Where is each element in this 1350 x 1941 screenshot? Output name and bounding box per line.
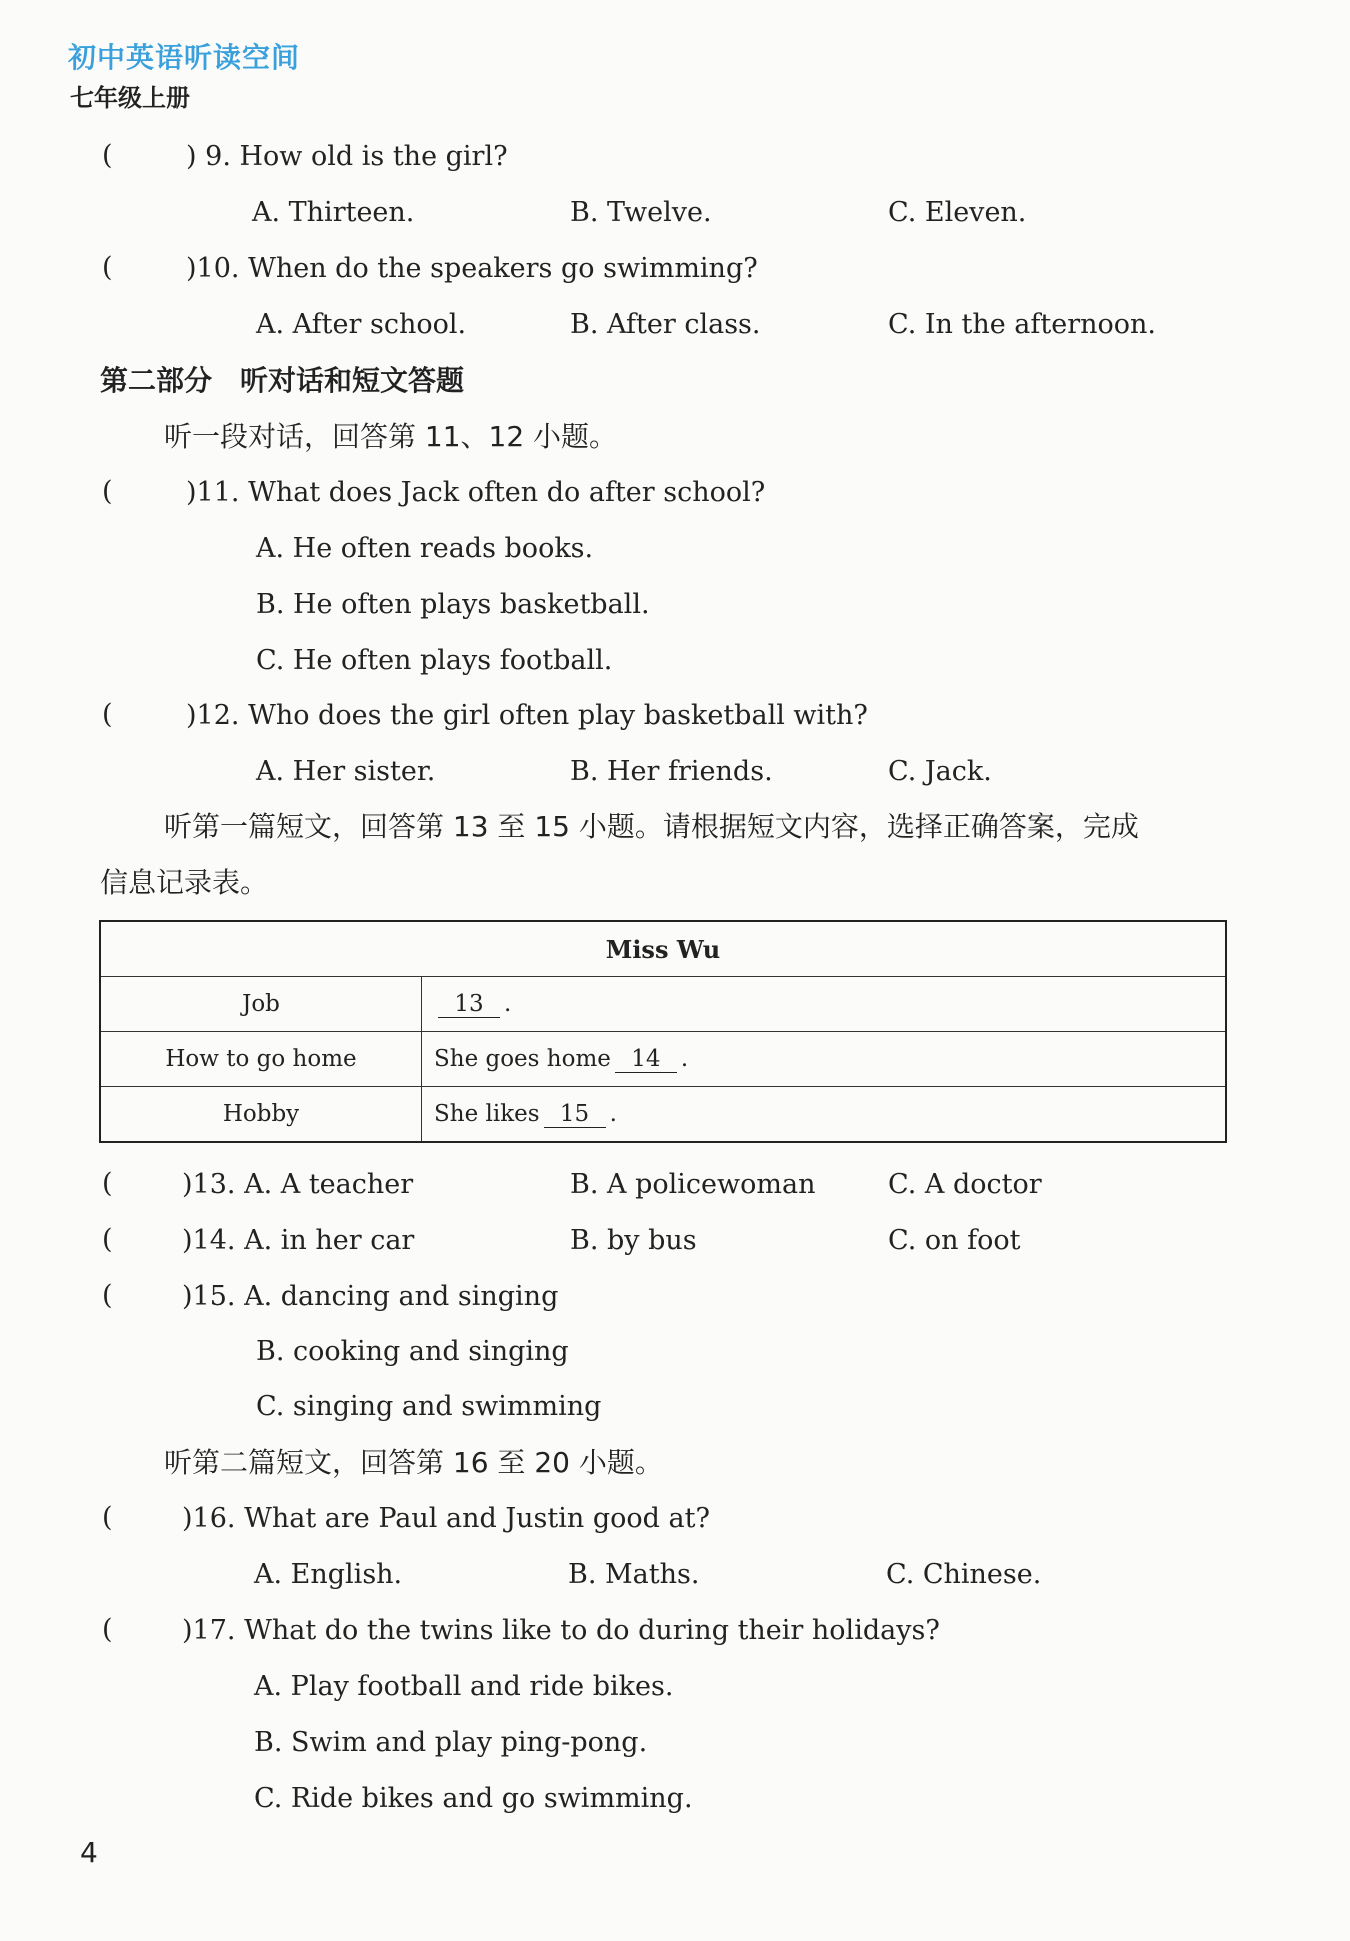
question-16: )16. What are Paul and Justin good at? bbox=[182, 1503, 710, 1534]
option-a: A. Play football and ride bikes. bbox=[254, 1671, 674, 1702]
question-14: )14. A. in her car bbox=[182, 1225, 415, 1256]
answer-blank[interactable]: 14 bbox=[615, 1046, 677, 1073]
answer-paren-open: ( bbox=[102, 1168, 113, 1199]
option-c: C. Eleven. bbox=[888, 197, 1027, 228]
option-b: B. by bus bbox=[570, 1225, 697, 1256]
option-b: B. Maths. bbox=[568, 1559, 700, 1590]
question-stem: Who does the girl often play basketball with? bbox=[248, 700, 868, 731]
table-title: Miss Wu bbox=[100, 921, 1226, 977]
question-number: 12 bbox=[196, 700, 231, 731]
question-number: 17 bbox=[192, 1615, 227, 1646]
option-a: A. dancing and singing bbox=[244, 1281, 559, 1312]
row-label: Hobby bbox=[100, 1087, 422, 1143]
instruction-passage-1-cont: 信息记录表。 bbox=[100, 866, 269, 899]
option-b: B. Swim and play ping-pong. bbox=[254, 1727, 648, 1758]
option-c: C. on foot bbox=[888, 1225, 1021, 1256]
option-c: C. A doctor bbox=[888, 1169, 1042, 1200]
option-b: B. A policewoman bbox=[570, 1169, 816, 1200]
grade-title: 七年级上册 bbox=[70, 84, 190, 112]
question-stem: How old is the girl? bbox=[239, 141, 508, 172]
option-c: C. Ride bikes and go swimming. bbox=[254, 1783, 693, 1814]
row-label: How to go home bbox=[100, 1032, 422, 1087]
row-value: She goes home 14 . bbox=[422, 1032, 1227, 1087]
question-stem: What are Paul and Justin good at? bbox=[244, 1503, 710, 1534]
option-a: A. Her sister. bbox=[256, 756, 436, 787]
option-b: B. Twelve. bbox=[570, 197, 712, 228]
instruction-passage-2: 听第二篇短文，回答第 16 至 20 小题。 bbox=[164, 1446, 663, 1479]
question-11: )11. What does Jack often do after school? bbox=[186, 477, 766, 508]
option-a: A. in her car bbox=[244, 1225, 415, 1256]
option-a: A. English. bbox=[254, 1559, 403, 1590]
question-number: 11 bbox=[196, 477, 231, 508]
question-number: 13 bbox=[192, 1169, 227, 1200]
question-number: 14 bbox=[192, 1225, 227, 1256]
question-15: )15. A. dancing and singing bbox=[182, 1281, 559, 1312]
option-b: B. cooking and singing bbox=[256, 1336, 569, 1367]
option-c: C. Chinese. bbox=[886, 1559, 1042, 1590]
option-c: C. singing and swimming bbox=[256, 1391, 602, 1422]
option-a: A. Thirteen. bbox=[252, 197, 415, 228]
row-label: Job bbox=[100, 977, 422, 1032]
question-13: )13. A. A teacher bbox=[182, 1169, 414, 1200]
page-number: 4 bbox=[80, 1836, 98, 1869]
table-row bbox=[100, 977, 1226, 1032]
answer-blank[interactable]: 15 bbox=[544, 1101, 606, 1128]
question-17: )17. What do the twins like to do during their holidays? bbox=[182, 1615, 940, 1646]
question-stem: What does Jack often do after school? bbox=[248, 477, 766, 508]
row-value: 13 . bbox=[422, 977, 1227, 1032]
question-9: ) 9. How old is the girl? bbox=[186, 141, 508, 172]
option-c: C. He often plays football. bbox=[256, 645, 613, 676]
question-number: 15 bbox=[192, 1281, 227, 1312]
answer-paren-open: ( bbox=[102, 699, 113, 730]
question-stem: When do the speakers go swimming? bbox=[248, 253, 758, 284]
instruction-passage-1: 听第一篇短文，回答第 13 至 15 小题。请根据短文内容，选择正确答案，完成 bbox=[164, 810, 1139, 843]
answer-paren-open: ( bbox=[102, 1502, 113, 1533]
question-number: 9 bbox=[205, 141, 223, 172]
answer-paren-open: ( bbox=[102, 1614, 113, 1645]
option-b: B. After class. bbox=[570, 309, 761, 340]
answer-paren-open: ( bbox=[102, 1280, 113, 1311]
table-row bbox=[100, 1087, 1226, 1143]
series-title: 初中英语听读空间 bbox=[68, 41, 301, 74]
question-10: )10. When do the speakers go swimming? bbox=[186, 253, 758, 284]
question-number: 10 bbox=[196, 253, 231, 284]
question-stem: What do the twins like to do during their holidays? bbox=[244, 1615, 940, 1646]
info-record-table bbox=[99, 920, 1227, 1143]
row-value: She likes 15 . bbox=[422, 1087, 1227, 1143]
answer-paren-open: ( bbox=[102, 1224, 113, 1255]
option-b: B. Her friends. bbox=[570, 756, 773, 787]
section-heading: 第二部分 听对话和短文答题 bbox=[100, 364, 465, 397]
question-12: )12. Who does the girl often play basketball with? bbox=[186, 700, 868, 731]
option-a: A. He often reads books. bbox=[256, 533, 594, 564]
option-a: A. After school. bbox=[256, 309, 467, 340]
option-c: C. Jack. bbox=[888, 756, 992, 787]
answer-blank[interactable]: 13 bbox=[438, 991, 500, 1018]
answer-paren-open: ( bbox=[102, 140, 113, 171]
option-c: C. In the afternoon. bbox=[888, 309, 1156, 340]
answer-paren-open: ( bbox=[102, 476, 113, 507]
answer-paren-open: ( bbox=[102, 252, 113, 283]
question-number: 16 bbox=[192, 1503, 227, 1534]
instruction-dialogue: 听一段对话，回答第 11、12 小题。 bbox=[164, 420, 618, 453]
option-b: B. He often plays basketball. bbox=[256, 589, 650, 620]
option-a: A. A teacher bbox=[244, 1169, 414, 1200]
table-row bbox=[100, 1032, 1226, 1087]
